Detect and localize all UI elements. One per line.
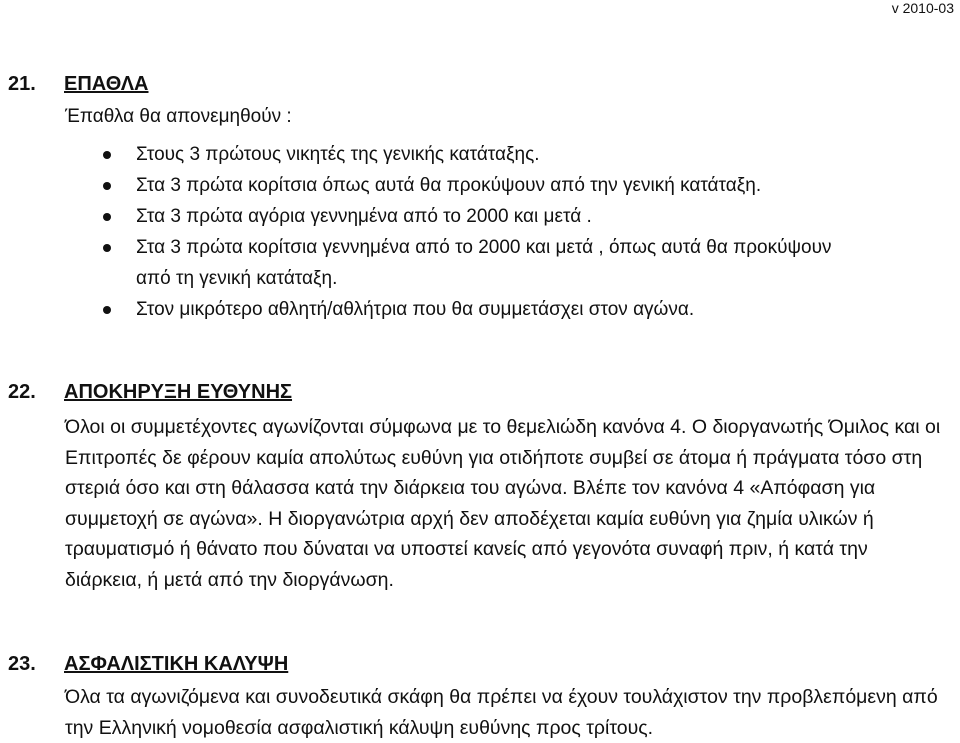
list-item	[0, 201, 856, 232]
list-item	[0, 139, 856, 170]
disclaimer-paragraph: Όλοι οι συμμετέχοντες αγωνίζονται σύμφωνα με το θεμελιώδη κανόνα 4. Ο διοργανωτής Όμιλος και οι Επιτροπές δε φέρουν καμία απολύτως ευθύνη για οτιδήποτε συμβεί σε άτομα ή πράγματα τόσο στη στεριά όσο και στη θάλασσα κατά την διάρκεια του αγώνα. Βλέπε τον κανόνα 4 «Απόφαση για συμμετοχή σε αγώνα». Η διοργανώτρια αρχή δεν αποδέχεται καμία ευθύνη για ζημία υλικών ή τραυματισμό ή θάνατο που δύναται να υποστεί κανείς από γεγονότα συναφή πριν, ή κατά την διάρκεια, ή μετά από την διοργάνωση.	[65, 416, 941, 591]
section-number: 22.	[8, 381, 36, 403]
bullet-icon	[103, 306, 111, 314]
bullet-icon	[103, 213, 111, 221]
prizes-intro: Έπαθλα θα απονεμηθούν :	[65, 106, 292, 127]
version-label: v 2010-03	[891, 0, 954, 16]
list-item-text: Στα 3 πρώτα κορίτσια γεννημένα από το 2000 και μετά , όπως αυτά θα προκύψουν από τη γενική κατάταξη.	[136, 237, 832, 289]
insurance-paragraph: Όλα τα αγωνιζόμενα και συνοδευτικά σκάφη θα πρέπει να έχουν τουλάχιστον την προβλεπόμενη από την Ελληνική νομοθεσία ασφαλιστική κάλυψη ευθύνης προς τρίτους.	[65, 686, 938, 739]
list-item-text: Στον μικρότερο αθλητή/αθλήτρια που θα συμμετάσχει στον αγώνα.	[136, 299, 695, 320]
section-number: 21.	[8, 73, 36, 95]
section-title: ΑΠΟΚΗΡΥΞΗ ΕΥΘΥΝΗΣ	[64, 381, 293, 403]
list-item-text: Στα 3 πρώτα αγόρια γεννημένα από το 2000 και μετά .	[136, 206, 592, 227]
section-number: 23.	[8, 653, 36, 675]
list-item	[0, 232, 856, 294]
bullet-icon	[103, 151, 111, 159]
section-title: ΑΣΦΑΛΙΣΤΙΚΗ ΚΑΛΥΨΗ	[64, 653, 289, 675]
section-heading-insurance	[8, 652, 288, 676]
prizes-list	[0, 139, 856, 325]
bullet-icon	[103, 182, 111, 190]
section-heading-disclaimer	[8, 380, 292, 404]
bullet-icon	[103, 244, 111, 252]
list-item	[0, 294, 856, 325]
list-item-text: Στα 3 πρώτα κορίτσια όπως αυτά θα προκύψουν από την γενική κατάταξη.	[136, 175, 762, 196]
section-title: ΕΠΑΘΛΑ	[64, 73, 149, 95]
list-item	[0, 170, 856, 201]
list-item-text: Στους 3 πρώτους νικητές της γενικής κατάταξης.	[136, 144, 540, 165]
section-heading-prizes	[8, 72, 149, 96]
